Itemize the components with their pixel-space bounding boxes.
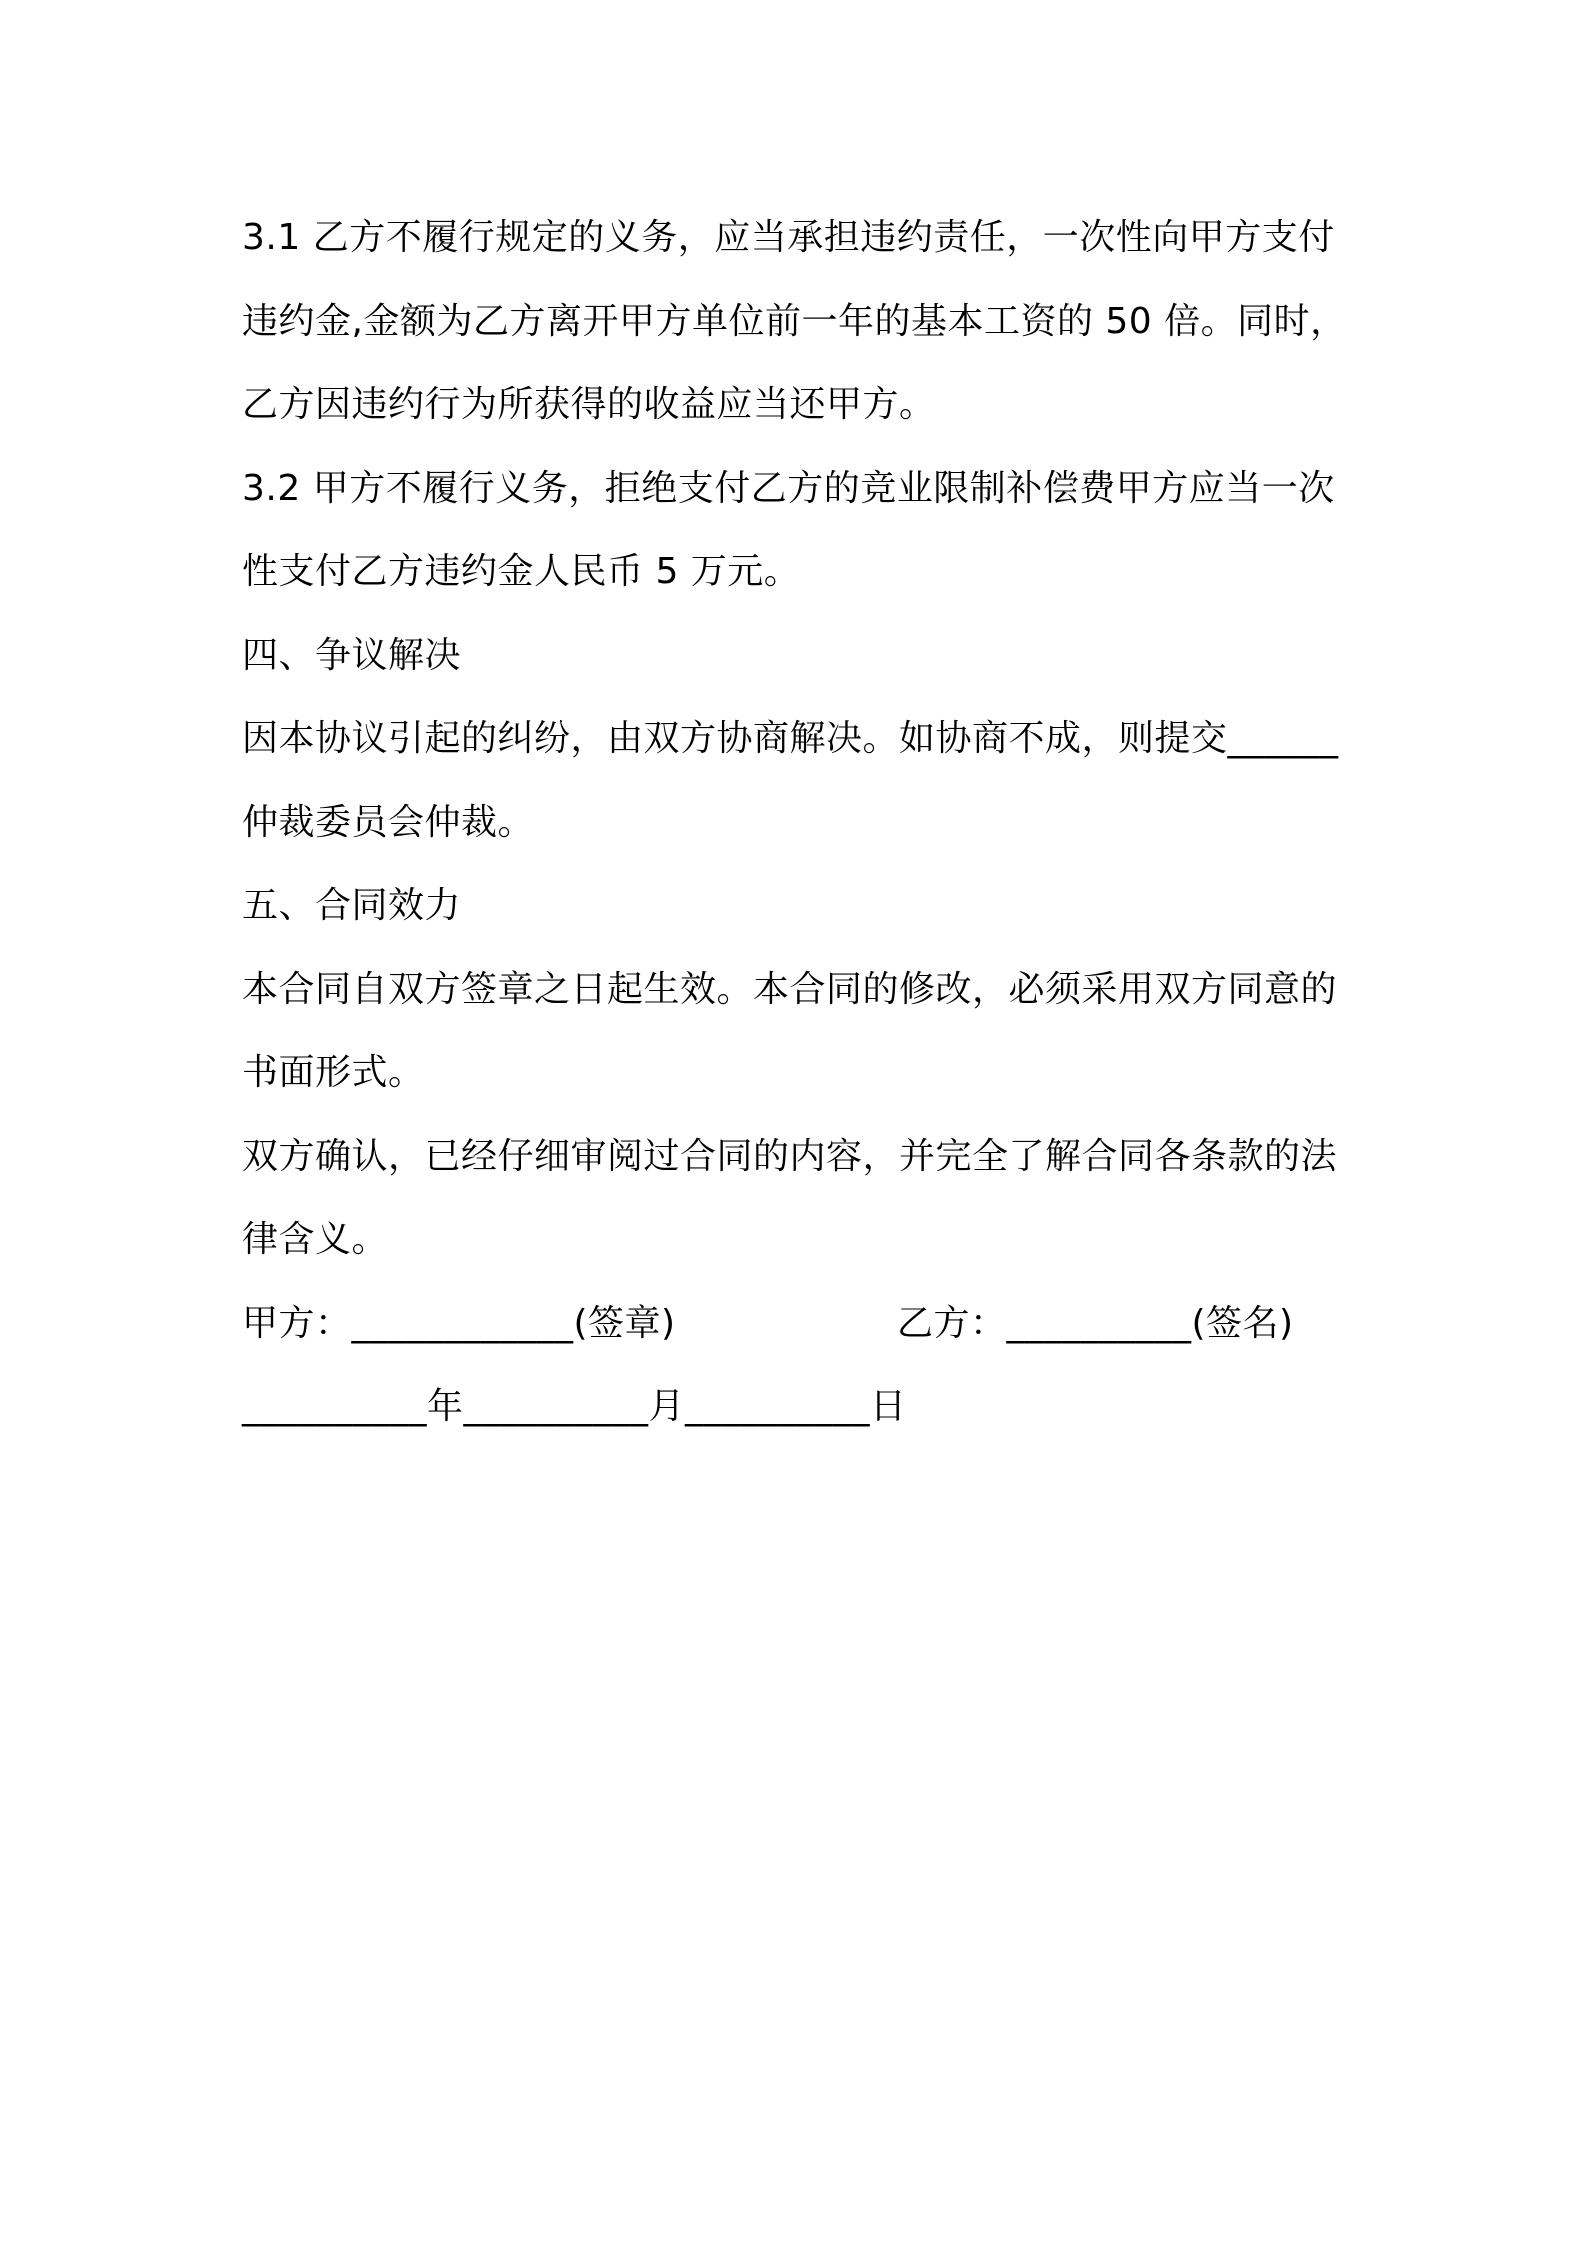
- date-line: __________年__________月__________日: [242, 1386, 907, 1427]
- confirmation-paragraph-line-2: 律含义。: [242, 1219, 389, 1260]
- document-body: [242, 196, 1362, 1449]
- confirmation-paragraph-line-1: 双方确认，已经仔细审阅过合同的内容，并完全了解合同各条款的法: [242, 1135, 1338, 1177]
- validity-paragraph-line-2: 书面形式。: [242, 1052, 425, 1093]
- section-heading-contract-validity: 五、合同效力: [242, 885, 462, 926]
- dispute-paragraph-line-1: 因本协议引起的纠纷，由双方协商解决。如协商不成，则提交______: [242, 718, 1339, 759]
- validity-paragraph-line-1: 本合同自双方签章之日起生效。本合同的修改，必须采用双方同意的: [242, 968, 1338, 1010]
- clause-3-1-line-3: 乙方因违约行为所获得的收益应当还甲方。: [242, 384, 936, 425]
- party-b-signature: 乙方：__________(签名): [897, 1302, 1294, 1344]
- party-a-signature: 甲方：____________(签章): [242, 1302, 676, 1344]
- clause-3-2-line-1: 3.2 甲方不履行义务，拒绝支付乙方的竞业限制补偿费甲方应当一次: [242, 467, 1335, 509]
- clause-3-1-line-2: 违约金,金额为乙方离开甲方单位前一年的基本工资的 50 倍。同时，: [242, 300, 1347, 342]
- section-heading-dispute-resolution: 四、争议解决: [242, 634, 462, 676]
- clause-3-2-line-2: 性支付乙方违约金人民币 5 万元。: [242, 551, 801, 592]
- signature-row: [242, 1282, 1362, 1366]
- dispute-paragraph-line-2: 仲裁委员会仲裁。: [242, 801, 535, 843]
- clause-3-1-line-1: 3.1 乙方不履行规定的义务，应当承担违约责任，一次性向甲方支付: [242, 217, 1335, 258]
